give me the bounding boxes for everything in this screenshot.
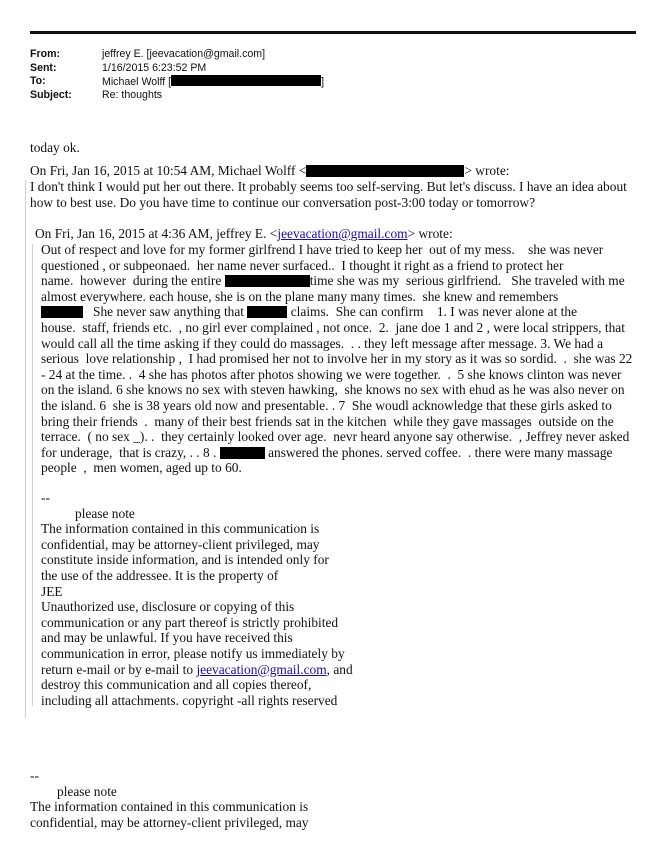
quote1-line: how to best use. Do you have time to continue our conversation post-3:00 today or tomorrow? xyxy=(30,194,536,210)
to-row xyxy=(30,75,324,89)
quote1-attribution xyxy=(30,163,510,179)
redaction-box xyxy=(220,447,265,459)
quote2-line-part: time she was my serious girlfriend. She traveled with me xyxy=(309,273,625,289)
signature-dash: -- xyxy=(41,490,50,505)
to-name: Michael Wolff [ xyxy=(102,76,172,89)
quote2-line: terrace. ( no sex _). . they certainly looked over age. nevr heard anyone say otherwise. , Jeffrey never asked xyxy=(41,429,630,445)
quote2-line: - 24 at the time. . 4 she has photos after photos showing we were together. . 5 she knows clinton was never xyxy=(41,366,622,382)
signature-line: Unauthorized use, disclosure or copying of this xyxy=(41,599,295,615)
quote2-line-part: name. however during the entire xyxy=(41,273,225,289)
redaction-box xyxy=(41,306,83,318)
quote2-line xyxy=(41,445,632,461)
header-rule xyxy=(30,31,636,34)
from-label: From: xyxy=(30,48,61,60)
redaction-box xyxy=(306,165,464,177)
signature-line: JEE xyxy=(41,583,63,599)
quote2-line: on the island. 6 she knows no sex with steven hawking, she knows no sex with ehud as he was also never on xyxy=(41,382,625,398)
signature-line-part: , and xyxy=(326,661,353,677)
quote2-line: Out of respect and love for my former girlfrend I have tried to keep her out of my mess. she was never xyxy=(41,242,604,257)
quote2-line: people , men women, aged up to 60. xyxy=(41,460,242,476)
signature-line: communication in error, please notify us immediately by xyxy=(41,645,345,661)
quote2-line: house. staff, friends etc. , no girl ever complained , not once. 2. jane doe 1 and 2 , were local strippers, that xyxy=(41,319,625,335)
quote1-attribution-suffix: > wrote: xyxy=(464,163,510,178)
quote2-line: almost everywhere. each house, she is on the plane many many times. she knew and remembers xyxy=(41,288,559,304)
signature-line: The information contained in this communication is xyxy=(41,521,320,537)
please-note: please note xyxy=(75,505,135,521)
from-row xyxy=(30,48,324,62)
signature1 xyxy=(41,490,353,708)
quote2-line: would call all the time asking if they could do massages. . . they left message after message. 3. We had a xyxy=(41,335,604,351)
signature-line: confidential, may be attorney-client privileged, may xyxy=(30,814,309,830)
signature-line: The information contained in this communication is xyxy=(30,799,309,815)
quote2-line: serious love relationship , I had promised her not to involve her in my story as it was so sordid. . she was 22 xyxy=(41,351,633,367)
signature-line-part: return e-mail or by e-mail to xyxy=(41,661,197,677)
please-note: please note xyxy=(57,783,117,799)
quote2-line xyxy=(41,304,632,320)
quote1-body xyxy=(30,179,627,210)
sent-label: Sent: xyxy=(30,61,57,74)
sent-row xyxy=(30,62,324,76)
subject-value: Re: thoughts xyxy=(102,88,163,101)
signature-line: confidential, may be attorney-client privileged, may xyxy=(41,536,320,552)
quote2-email-link[interactable]: jeevacation@gmail.com xyxy=(277,226,408,241)
to-value xyxy=(102,75,324,89)
signature-line: destroy this communication and all copies thereof, xyxy=(41,677,312,693)
subject-row xyxy=(30,89,324,103)
quote2-body xyxy=(41,242,632,476)
signature-dash: -- xyxy=(30,768,39,783)
quote2-line xyxy=(41,273,632,289)
signature-line: and may be unlawful. If you have received this xyxy=(41,630,293,646)
quote2-attribution-suffix: > wrote: xyxy=(407,226,453,241)
to-bracket: ] xyxy=(321,76,325,89)
quote2-line: bring their friends . many of their best friends sat in the kitchen while they gave massages outside on the xyxy=(41,413,614,429)
quote2-line: questioned , or subpeonaed. her name never surfaced.. I thought it right as a friend to protect her xyxy=(41,257,564,273)
from-value: jeffrey E. [jeevacation@gmail.com] xyxy=(102,48,266,60)
quote1-line: I don't think I would put her out there. It probably seems too self-serving. But let's discuss. I have an idea about xyxy=(30,179,627,194)
signature-line: communication or any part thereof is strictly prohibited xyxy=(41,614,339,630)
signature-line xyxy=(41,662,353,678)
signature2 xyxy=(30,768,309,830)
quote2-line-part: answered the phones. served coffee. . there were many massage xyxy=(264,444,613,460)
redaction-box xyxy=(247,306,287,318)
quote1-attribution-prefix: On Fri, Jan 16, 2015 at 10:54 AM, Michael Wolff < xyxy=(30,163,307,178)
quote2-attribution-prefix: On Fri, Jan 16, 2015 at 4:36 AM, jeffrey E. < xyxy=(35,226,278,241)
sent-value: 1/16/2015 6:23:52 PM xyxy=(102,61,207,74)
quote2-line: the island. 6 she is 38 years old now and presentable. . 7 She woudl acknowledge that these girls asked to xyxy=(41,397,612,413)
email-header xyxy=(30,48,324,102)
signature-line: including all attachments. copyright -all rights reserved xyxy=(41,692,338,708)
quote2-line-part: for underage, that is crazy, . . 8 . xyxy=(41,444,220,460)
signature-line: the use of the addressee. It is the property of xyxy=(41,567,279,583)
quote2-attribution xyxy=(35,226,453,242)
quote1-border xyxy=(25,180,26,718)
subject-label: Subject: xyxy=(30,88,72,101)
signature-line: constitute inside information, and is intended only for xyxy=(41,552,329,568)
signature-email-link[interactable]: jeevacation@gmail.com xyxy=(196,661,327,677)
redaction-box xyxy=(225,275,310,287)
redaction-box xyxy=(171,75,321,86)
quote2-line-part: She never saw anything that xyxy=(83,304,248,320)
quote2-border xyxy=(32,244,33,706)
reply-text: today ok. xyxy=(30,140,80,155)
quote2-line-part: claims. She can confirm 1. I was never alone at the xyxy=(287,304,578,320)
to-label: To: xyxy=(30,75,46,88)
